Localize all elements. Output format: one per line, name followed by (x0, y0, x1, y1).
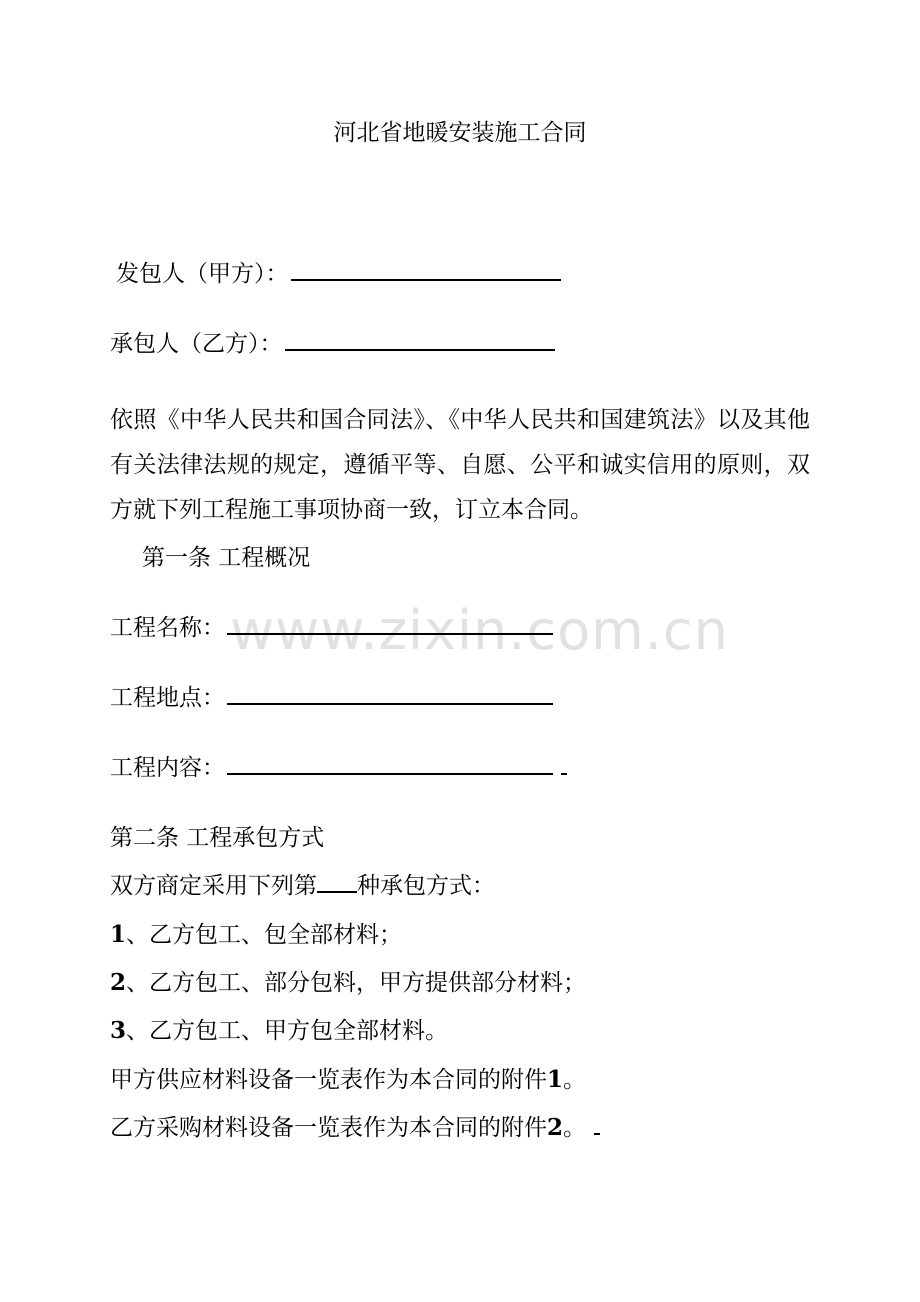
project-name-blank (227, 632, 553, 635)
contract-mode-suffix: 种承包方式： (357, 873, 495, 899)
option-item-2 (110, 971, 586, 995)
party-b-label: 承包人（乙方）： (110, 331, 283, 357)
option-item-3 (110, 1019, 448, 1043)
contract-mode-intro: 双方商定采用下列第 (110, 873, 317, 899)
option-text: 、乙方包工、甲方包全部材料。 (126, 1018, 449, 1044)
trailing-mark (561, 773, 567, 775)
annex1-line (110, 1068, 586, 1092)
project-location-row (110, 687, 553, 710)
option-number: 2 (110, 969, 127, 996)
project-name-row (110, 617, 553, 640)
contract-title: 河北省地暖安装施工合同 (333, 120, 587, 146)
party-b-row (110, 333, 555, 356)
option-number: 3 (110, 1017, 127, 1044)
option-text: 、乙方包工、包全部材料； (126, 922, 403, 948)
project-content-row (110, 757, 567, 780)
annex2-line (110, 1116, 600, 1140)
annex1-text: 甲方供应材料设备一览表作为本合同的附件 (110, 1067, 547, 1093)
annex2-number: 2 (547, 1114, 564, 1141)
party-a-row (116, 263, 561, 286)
annex1-number: 1 (547, 1066, 564, 1093)
watermark: www.zixin.com.cn (230, 599, 729, 662)
preamble-paragraph: 依照《中华人民共和国合同法》、《中华人民共和国建筑法》以及其他有关法律法规的规定，遵循平等、自愿、公平和诚实信用的原则，双方就下列工程施工事项协商一致，订立本合同。 (110, 407, 810, 523)
trailing-mark (594, 1133, 600, 1135)
party-a-blank (291, 278, 561, 281)
article1-heading: 第一条 工程概况 (142, 545, 311, 571)
project-content-blank (227, 772, 553, 775)
party-a-label: 发包人（甲方）： (116, 261, 289, 287)
annex1-end: 。 (563, 1067, 587, 1093)
party-b-blank (285, 348, 555, 351)
project-content-label: 工程内容： (110, 755, 225, 781)
option-item-1 (110, 923, 402, 947)
project-name-label: 工程名称： (110, 615, 225, 641)
annex2-text: 乙方采购材料设备一览表作为本合同的附件 (110, 1115, 547, 1141)
project-location-label: 工程地点： (110, 685, 225, 711)
option-number: 1 (110, 921, 127, 948)
annex2-end: 。 (563, 1115, 587, 1141)
contract-mode-blank (317, 890, 357, 893)
project-location-blank (227, 702, 553, 705)
option-text: 、乙方包工、部分包料，甲方提供部分材料； (126, 970, 587, 996)
contract-mode-row (110, 875, 495, 898)
article2-heading: 第二条 工程承包方式 (110, 825, 325, 851)
